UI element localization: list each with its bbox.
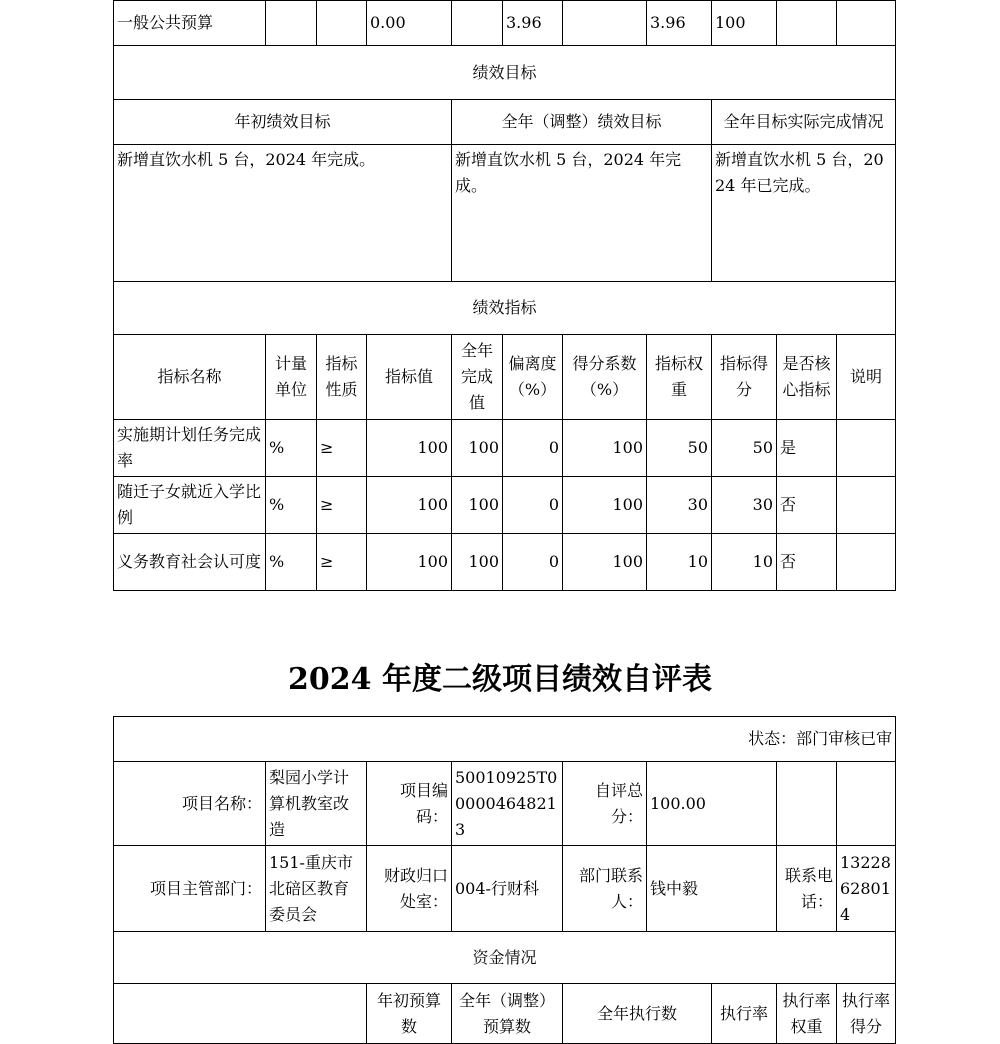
col-header: 是否核心指标 [777, 335, 837, 420]
project-code-label: 项目编码： [367, 762, 452, 846]
adjusted-goal-text: 新增直饮水机 5 台，2024 年完成。 [452, 145, 712, 282]
table-row: 义务教育社会认可度 % ≥ 100 100 0 100 10 10 否 [114, 534, 896, 591]
col-header: 指标得分 [712, 335, 777, 420]
status-badge: 状态：部门审核已审 [114, 717, 896, 762]
page-title: 2024 年度二级项目绩效自评表 [288, 662, 712, 697]
rate-cell: 100 [712, 1, 777, 46]
col-header: 执行率 [712, 984, 777, 1044]
col-header: 执行率权重 [777, 984, 837, 1044]
col-header: 指标值 [367, 335, 452, 420]
col-header: 偏离度（%） [503, 335, 563, 420]
col-header: 得分系数（%） [563, 335, 647, 420]
col-header: 执行率得分 [837, 984, 896, 1044]
finance-office-label: 财政归口处室： [367, 846, 452, 932]
indicator-name: 随迁子女就近入学比例 [114, 477, 266, 534]
project-name-label: 项目名称： [114, 762, 266, 846]
project-name-value: 梨园小学计算机教室改造 [266, 762, 367, 846]
col-header: 全年完成值 [452, 335, 503, 420]
indicator-section-title: 绩效指标 [114, 282, 896, 335]
dept-label: 项目主管部门： [114, 846, 266, 932]
col-header: 说明 [837, 335, 896, 420]
col-header: 指标名称 [114, 335, 266, 420]
col-header: 计量单位 [266, 335, 317, 420]
executed-cell: 3.96 [647, 1, 712, 46]
table-row: 实施期计划任务完成率 % ≥ 100 100 0 100 50 50 是 [114, 420, 896, 477]
phone-label: 联系电话： [777, 846, 837, 932]
dept-value: 151-重庆市北碚区教育委员会 [266, 846, 367, 932]
phone-value: 13228628014 [837, 846, 896, 932]
adjusted-budget-cell: 3.96 [503, 1, 563, 46]
col-header: 全年执行数 [563, 984, 712, 1044]
budget-row [114, 1, 896, 46]
indicator-header-row [114, 335, 896, 420]
col-header: 全年（调整）预算数 [452, 984, 563, 1044]
initial-goal-text: 新增直饮水机 5 台，2024 年完成。 [114, 145, 452, 282]
self-evaluation-table [113, 716, 896, 1044]
contact-label: 部门联系人： [563, 846, 647, 932]
col-header: 年初预算数 [367, 984, 452, 1044]
performance-table [113, 0, 896, 591]
finance-office-value: 004-行财科 [452, 846, 563, 932]
table-row: 随迁子女就近入学比例 % ≥ 100 100 0 100 30 30 否 [114, 477, 896, 534]
contact-value: 钱中毅 [647, 846, 777, 932]
actual-goal-text: 新增直饮水机 5 台，2024 年已完成。 [712, 145, 896, 282]
self-score-value: 100.00 [647, 762, 777, 846]
initial-budget-cell: 0.00 [367, 1, 452, 46]
project-code-value: 50010925T000004648213 [452, 762, 563, 846]
budget-source-cell: 一般公共预算 [114, 1, 266, 46]
initial-goal-header: 年初绩效目标 [114, 100, 452, 145]
col-header: 指标权重 [647, 335, 712, 420]
fund-section-title: 资金情况 [114, 932, 896, 984]
col-header: 指标性质 [317, 335, 367, 420]
indicator-name: 实施期计划任务完成率 [114, 420, 266, 477]
actual-goal-header: 全年目标实际完成情况 [712, 100, 896, 145]
indicator-name: 义务教育社会认可度 [114, 534, 266, 591]
perf-goal-section-title: 绩效目标 [114, 46, 896, 100]
adjusted-goal-header: 全年（调整）绩效目标 [452, 100, 712, 145]
self-score-label: 自评总分： [563, 762, 647, 846]
